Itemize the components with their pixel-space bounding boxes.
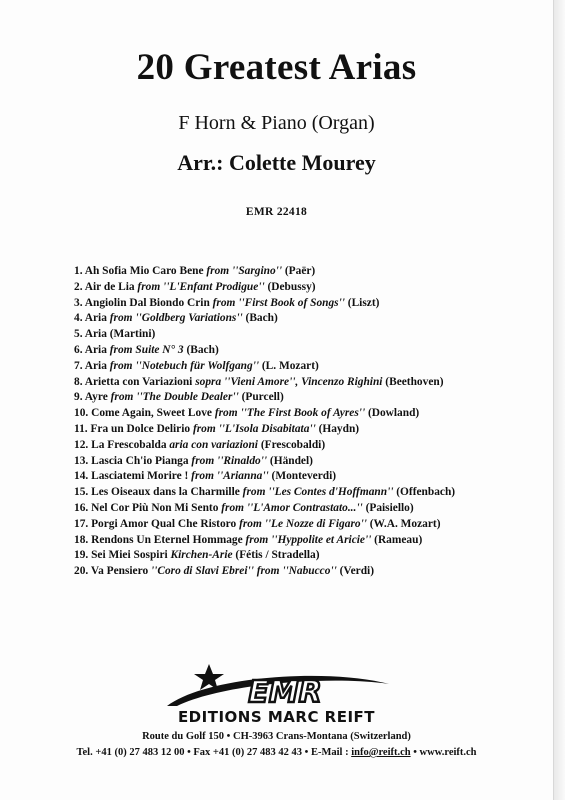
item-source: ''Coro di Slavi Ebrei'' from ''Nabucco'' — [151, 565, 337, 578]
contents-item — [74, 359, 544, 375]
item-title: (Fétis / Stradella) — [232, 549, 320, 562]
contents-item — [74, 501, 544, 517]
item-title: Nel Cor Più Non Mi Sento — [88, 501, 222, 514]
item-number: 19. — [74, 549, 89, 562]
website-link[interactable]: • www.reift.ch — [410, 747, 477, 758]
item-number: 15. — [74, 486, 89, 499]
item-title: (Rameau) — [371, 533, 423, 546]
item-source: from ''Sargino'' — [206, 265, 283, 277]
item-title: (W.A. Mozart) — [366, 517, 441, 530]
item-number: 17. — [74, 517, 89, 530]
item-title: (Monteverdi) — [268, 470, 337, 483]
item-title: Aria — [82, 312, 110, 325]
item-source: from ''Goldberg Variations'' — [109, 312, 243, 325]
item-number: 4. — [74, 312, 83, 325]
item-title: (Bach) — [183, 343, 219, 356]
item-number: 5. — [74, 328, 83, 341]
item-number: 7. — [74, 359, 83, 372]
item-source: from ''Le Nozze di Figaro'' — [239, 517, 367, 530]
emr-star-swoosh-logo-icon — [157, 662, 397, 712]
item-source: from ''Arianna'' — [191, 470, 269, 483]
item-title: (Paisiello) — [362, 501, 414, 514]
publisher-name: EDITIONS MARC REIFT — [177, 708, 376, 726]
item-title: (Purcell) — [238, 391, 284, 404]
publisher-address: Route du Golf 150 • CH-3963 Crans-Montana (Switzerland) — [142, 731, 411, 742]
contents-item — [74, 280, 544, 296]
item-title: Come Again, Sweet Love — [88, 407, 215, 420]
item-source: sopra ''Vieni Amore'', Vincenzo Righini — [195, 375, 383, 388]
contents-item — [74, 422, 544, 438]
item-number: 18. — [74, 533, 89, 546]
contents-item — [74, 343, 544, 359]
contents-item — [74, 296, 544, 312]
publisher-contact — [0, 747, 553, 758]
item-title: Aria — [82, 359, 110, 372]
contents-item — [74, 564, 544, 580]
item-title: Aria (Martini) — [82, 328, 156, 341]
item-source: from ''The Double Dealer'' — [110, 391, 239, 404]
item-title: (Frescobaldi) — [257, 438, 326, 451]
item-title: Arietta con Variazioni — [82, 375, 196, 388]
instrumentation: F Horn & Piano (Organ) — [178, 112, 375, 134]
item-number: 11. — [74, 422, 88, 435]
item-title: (Debussy) — [264, 280, 316, 293]
item-title: (Bach) — [242, 312, 278, 325]
contents-item — [74, 469, 544, 485]
item-number: 13. — [74, 454, 89, 467]
logo-text: EMR — [247, 675, 322, 710]
item-source: from Suite N° 3 — [109, 343, 184, 356]
item-number: 1. — [74, 265, 83, 277]
contents-list — [74, 264, 544, 580]
item-number: 9. — [74, 391, 83, 404]
item-source: Kirchen-Arie — [170, 549, 233, 562]
contents-item — [74, 311, 544, 327]
contents-item — [74, 548, 544, 564]
item-title: Angiolin Dal Biondo Crin — [82, 296, 213, 309]
page-title: 20 Greatest Arias — [136, 47, 417, 88]
item-number: 14. — [74, 470, 89, 483]
item-title: (Händel) — [267, 454, 313, 467]
item-source: from ''Les Contes d'Hoffmann'' — [242, 486, 394, 499]
contents-item — [74, 390, 544, 406]
publisher-logo — [0, 662, 553, 712]
email-link[interactable]: info@reift.ch — [351, 747, 411, 758]
item-title: Lascia Ch'io Pianga — [88, 454, 192, 467]
item-title: (Verdi) — [336, 565, 374, 578]
item-number: 16. — [74, 501, 89, 514]
contents-item — [74, 264, 544, 280]
contents-item — [74, 517, 544, 533]
item-number: 3. — [74, 296, 83, 309]
contents-item — [74, 406, 544, 422]
item-title: Les Oiseaux dans la Charmille — [88, 486, 243, 499]
item-number: 10. — [74, 407, 89, 420]
item-title: Porgi Amor Qual Che Ristoro — [88, 517, 240, 530]
contents-item — [74, 375, 544, 391]
item-title: Ah Sofia Mio Caro Bene — [82, 265, 207, 277]
item-title: Sei Miei Sospiri — [88, 549, 171, 562]
arranger: Arr.: Colette Mourey — [177, 150, 376, 175]
item-title: Aria — [82, 343, 110, 356]
item-title: (Dowland) — [365, 407, 420, 420]
contact-phone-fax: Tel. +41 (0) 27 483 12 00 • Fax +41 (0) 27 483 42 43 • E-Mail : — [76, 747, 352, 758]
item-number: 8. — [74, 375, 83, 388]
catalog-number: EMR 22418 — [245, 206, 308, 218]
item-source: from ''L'Isola Disabitata'' — [192, 422, 316, 435]
item-title: (Liszt) — [344, 296, 380, 309]
item-number: 20. — [74, 565, 89, 578]
item-title: Fra un Dolce Delirio — [87, 422, 193, 435]
contents-item — [74, 454, 544, 470]
item-title: Rendons Un Eternel Hommage — [88, 533, 246, 546]
item-number: 6. — [74, 343, 83, 356]
item-source: from ''The First Book of Ayres'' — [214, 407, 366, 420]
page-edge — [554, 0, 565, 800]
item-number: 2. — [74, 280, 83, 293]
item-source: from ''Notebuch für Wolfgang'' — [109, 359, 260, 372]
item-title: (Beethoven) — [382, 375, 444, 388]
item-title: Air de Lia — [82, 280, 138, 293]
item-title: Lasciatemi Morire ! — [88, 470, 192, 483]
item-source: from ''L'Amor Contrastato...'' — [221, 501, 363, 514]
item-source: from ''Hyppolite et Aricie'' — [245, 533, 372, 546]
item-title: (Paër) — [282, 265, 316, 277]
contents-item — [74, 533, 544, 549]
item-source: aria con variazioni — [169, 438, 258, 451]
contents-item — [74, 327, 544, 343]
item-number: 12. — [74, 438, 89, 451]
item-title: (Offenbach) — [393, 486, 456, 499]
item-title: (Haydn) — [315, 422, 360, 435]
item-title: (L. Mozart) — [259, 359, 319, 372]
item-title: La Frescobalda — [88, 438, 170, 451]
item-title: Ayre — [82, 391, 111, 404]
contents-item — [74, 438, 544, 454]
item-source: from ''L'Enfant Prodigue'' — [137, 280, 265, 293]
contents-item — [74, 485, 544, 501]
item-source: from ''First Book of Songs'' — [212, 296, 345, 309]
item-title: Va Pensiero — [88, 565, 152, 578]
item-source: from ''Rinaldo'' — [191, 454, 268, 467]
